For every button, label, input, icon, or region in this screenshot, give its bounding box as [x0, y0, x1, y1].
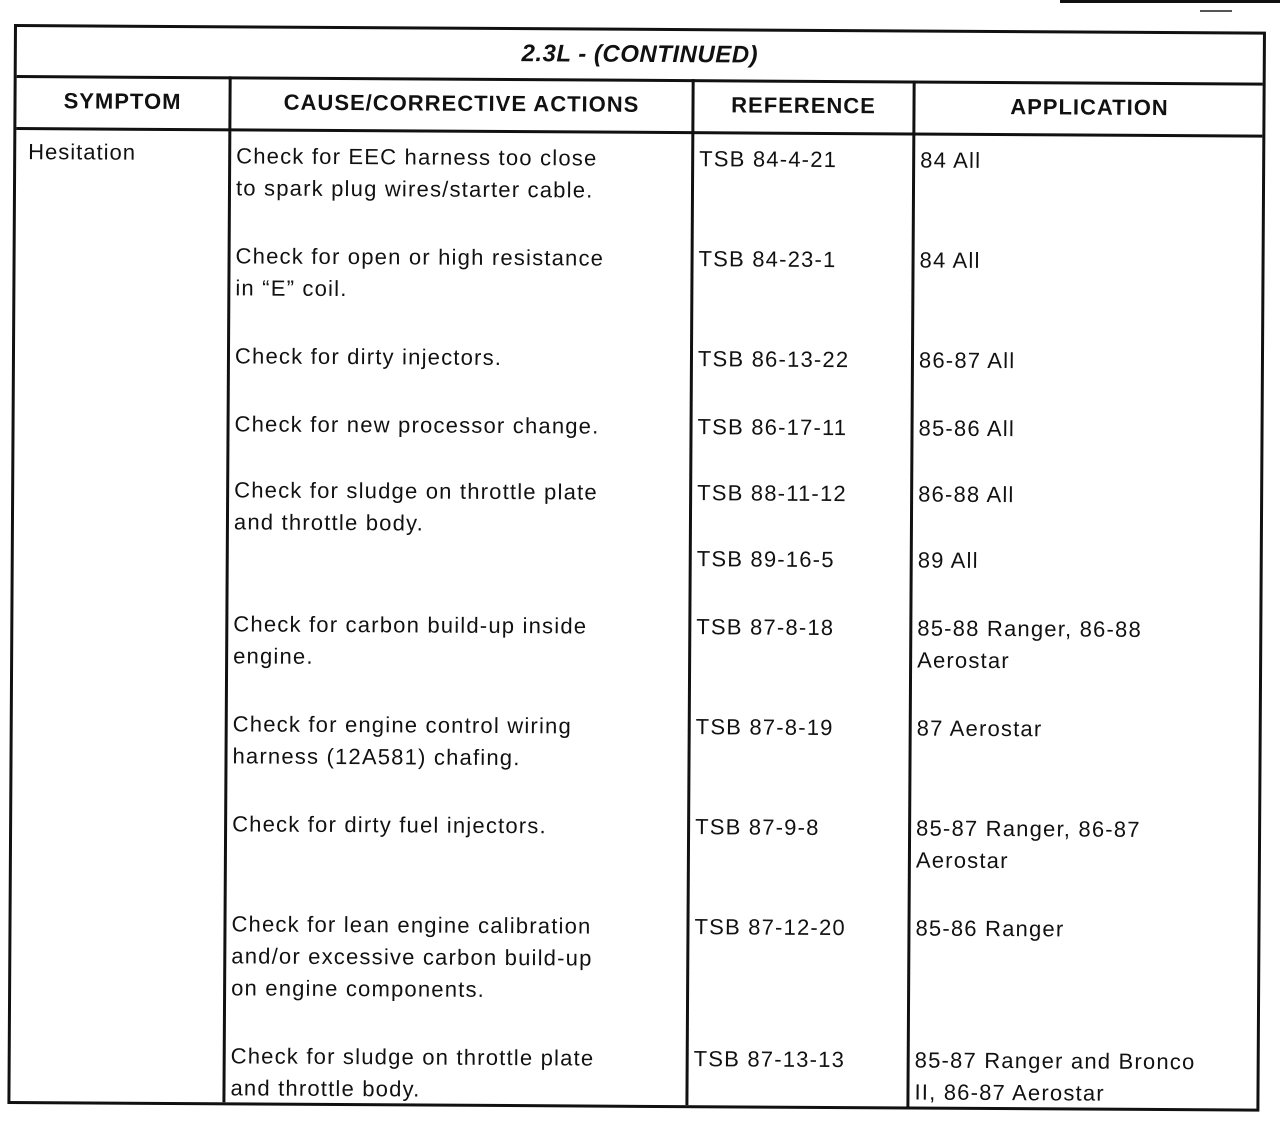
cause-cell-line: harness (12A581) chafing. — [232, 743, 521, 771]
diagnosis-table — [7, 24, 1266, 1112]
cause-cell-line: Check for engine control wiring — [232, 711, 573, 739]
cause-cell-line: Check for new processor change. — [234, 411, 600, 439]
column-divider-3 — [906, 80, 915, 1106]
header-row — [16, 75, 1262, 138]
cause-cell — [234, 474, 598, 540]
scan-artifact — [1200, 10, 1232, 12]
column-divider-2 — [685, 79, 694, 1105]
application-cell-line: 85-87 Ranger, 86-87 — [916, 815, 1141, 842]
application-cell-line: 85-88 Ranger, 86-88 — [917, 615, 1143, 642]
cause-cell — [234, 408, 599, 442]
cause-cell — [232, 708, 572, 774]
application-cell-line: Aerostar — [915, 847, 1009, 874]
reference-cell: TSB 87-8-19 — [695, 714, 834, 741]
cause-cell — [235, 340, 502, 374]
cause-cell-line: Check for lean engine calibration — [231, 911, 592, 939]
application-cell — [916, 813, 1141, 878]
cause-cell-line: on engine components. — [231, 975, 486, 1002]
application-cell — [915, 913, 1064, 946]
reference-cell: TSB 89-16-5 — [696, 546, 835, 573]
application-cell — [917, 613, 1142, 678]
symptom-cell: Hesitation — [28, 139, 137, 165]
application-cell — [919, 245, 980, 277]
cause-cell-line: to spark plug wires/starter cable. — [235, 175, 594, 203]
application-cell-line: 86-88 All — [918, 481, 1015, 508]
reference-cell: TSB 84-4-21 — [699, 146, 838, 173]
cause-cell-line: and throttle body. — [230, 1075, 421, 1102]
application-cell — [918, 479, 1015, 512]
application-cell-line: II, 86-87 Aerostar — [914, 1079, 1105, 1106]
application-cell-line: 84 All — [919, 247, 981, 273]
cause-cell-line: and/or excessive carbon build-up — [231, 943, 593, 971]
application-cell-line: 89 All — [917, 547, 979, 573]
application-cell-line: 84 All — [920, 147, 982, 173]
table-title: 2.3L - (CONTINUED) — [17, 27, 1263, 86]
scan-edge-mark — [1060, 0, 1280, 3]
application-cell — [918, 413, 1015, 446]
application-cell — [918, 545, 979, 577]
cause-cell — [233, 608, 587, 674]
cause-cell-line: Check for sludge on throttle plate — [230, 1043, 595, 1071]
application-cell-line: 85-86 Ranger — [915, 915, 1065, 942]
cause-cell-line: engine. — [233, 643, 314, 669]
reference-cell: TSB 88-11-12 — [697, 480, 847, 507]
application-cell-line: Aerostar — [917, 647, 1010, 674]
cause-cell-line: and throttle body. — [233, 509, 425, 536]
cause-cell — [232, 808, 547, 842]
reference-cell: TSB 87-8-18 — [696, 614, 835, 641]
application-cell — [914, 1045, 1195, 1111]
header-reference: REFERENCE — [731, 92, 876, 119]
reference-cell: TSB 84-23-1 — [698, 246, 837, 273]
header-cause: CAUSE/CORRECTIVE ACTIONS — [283, 89, 640, 117]
cause-cell-line: Check for sludge on throttle plate — [234, 477, 598, 505]
cause-cell-line: Check for open or high resistance — [235, 243, 605, 271]
cause-cell — [236, 140, 598, 206]
reference-cell: TSB 87-13-13 — [693, 1046, 846, 1073]
application-cell — [919, 345, 1016, 378]
reference-cell: TSB 86-13-22 — [697, 346, 850, 373]
cause-cell-line: Check for carbon build-up inside — [233, 611, 588, 639]
column-divider-1 — [222, 76, 231, 1102]
cause-cell-line: in “E” coil. — [235, 275, 348, 302]
application-cell-line: 85-87 Ranger and Bronco — [914, 1047, 1196, 1075]
reference-cell: TSB 86-17-11 — [697, 414, 848, 441]
application-cell — [917, 713, 1043, 746]
application-cell — [920, 145, 981, 177]
cause-cell-line: Check for dirty fuel injectors. — [232, 811, 547, 839]
reference-cell: TSB 87-12-20 — [694, 914, 846, 941]
cause-cell-line: Check for EEC harness too close — [236, 143, 598, 171]
reference-cell: TSB 87-9-8 — [695, 814, 820, 840]
application-cell-line: 85-86 All — [918, 415, 1016, 442]
cause-cell-line: Check for dirty injectors. — [234, 343, 503, 370]
header-application: APPLICATION — [1010, 94, 1169, 121]
application-cell-line: 86-87 All — [918, 347, 1016, 374]
cause-cell — [230, 1040, 594, 1106]
cause-cell — [235, 240, 604, 306]
cause-cell — [231, 908, 593, 1006]
header-symptom: SYMPTOM — [63, 88, 182, 115]
application-cell-line: 87 Aerostar — [916, 715, 1043, 742]
